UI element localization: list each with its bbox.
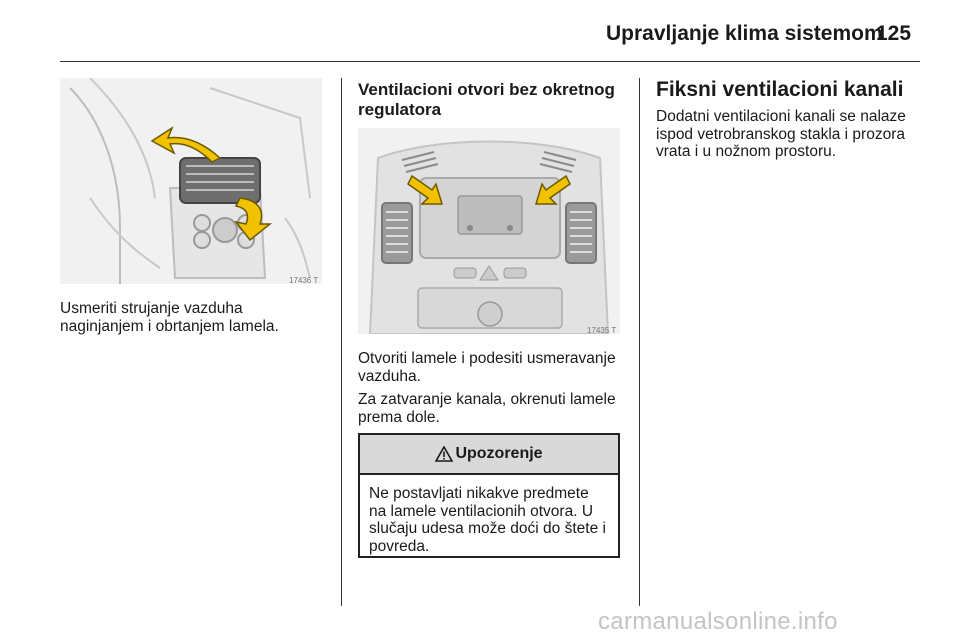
page-number: 125 [876,22,912,45]
middle-paragraph-2: Za zatvaranje kanala, okrenuti lamele prema dole. [358,391,616,426]
section-heading-vents-without-regulator: Ventilacioni otvori bez okretnog regulatora [358,80,615,119]
middle-paragraph-1: Otvoriti lamele i podesiti usmeravanje vazduha. [358,350,616,385]
right-body-text: Dodatni ventilacioni kanali se nalaze ispod vetrobranskog stakla i prozora vrata i u nožnom prostoru. [656,108,906,160]
column-divider-right [639,78,640,606]
warning-triangle-icon [435,446,453,462]
running-header-title: Upravljanje klima sistemom [606,22,883,45]
center-vents-illustration [358,128,620,334]
side-vent-illustration [60,78,322,284]
warning-text: Ne postavljati nikakve predmete na lamele ventilacionih otvora. U slučaju udesa može doći do štete i povreda. [369,485,606,555]
section-heading-fixed-vents: Fiksni ventilacioni kanali [656,78,904,101]
warning-header [360,435,618,475]
center-vents-drawing [358,128,620,334]
figure-code: 17436 T [289,276,319,284]
left-body-text: Usmeriti strujanje vazduha naginjanjem i obrtanjem lamela. [60,300,279,335]
column-divider-left [341,78,342,606]
header-rule [60,61,920,62]
warning-title: Upozorenje [455,445,543,462]
side-vent-drawing [60,78,322,284]
warning-box [358,433,620,558]
figure-code: 17435 T [587,326,617,334]
watermark: carmanualsonline.info [598,608,838,635]
